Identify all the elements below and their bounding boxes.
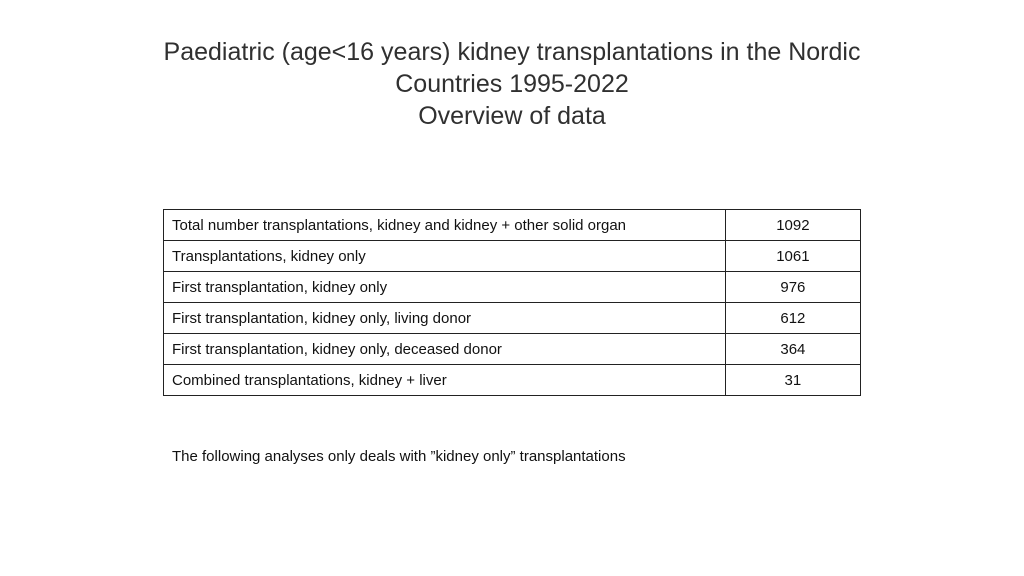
title-line-2: Countries 1995-2022 — [395, 70, 629, 98]
row-label: Total number transplantations, kidney and kidney + other solid organ — [164, 210, 726, 241]
row-label: First transplantation, kidney only, living donor — [164, 303, 726, 334]
table-row — [164, 210, 861, 241]
row-value: 1061 — [725, 241, 860, 272]
row-value: 612 — [725, 303, 860, 334]
title-line-1: Paediatric (age<16 years) kidney transplantations in the Nordic — [163, 38, 861, 66]
row-label: First transplantation, kidney only — [164, 272, 726, 303]
row-value: 31 — [725, 365, 860, 396]
row-label: First transplantation, kidney only, deceased donor — [164, 334, 726, 365]
overview-table — [163, 209, 861, 396]
slide-title — [80, 36, 944, 132]
table-row — [164, 365, 861, 396]
table-row — [164, 241, 861, 272]
table-row — [164, 334, 861, 365]
table-row — [164, 272, 861, 303]
table-row — [164, 303, 861, 334]
row-label: Combined transplantations, kidney + liver — [164, 365, 726, 396]
analysis-note: The following analyses only deals with ”kidney only” transplantations — [172, 448, 626, 465]
row-value: 364 — [725, 334, 860, 365]
title-line-3: Overview of data — [418, 102, 606, 130]
row-value: 976 — [725, 272, 860, 303]
row-value: 1092 — [725, 210, 860, 241]
row-label: Transplantations, kidney only — [164, 241, 726, 272]
